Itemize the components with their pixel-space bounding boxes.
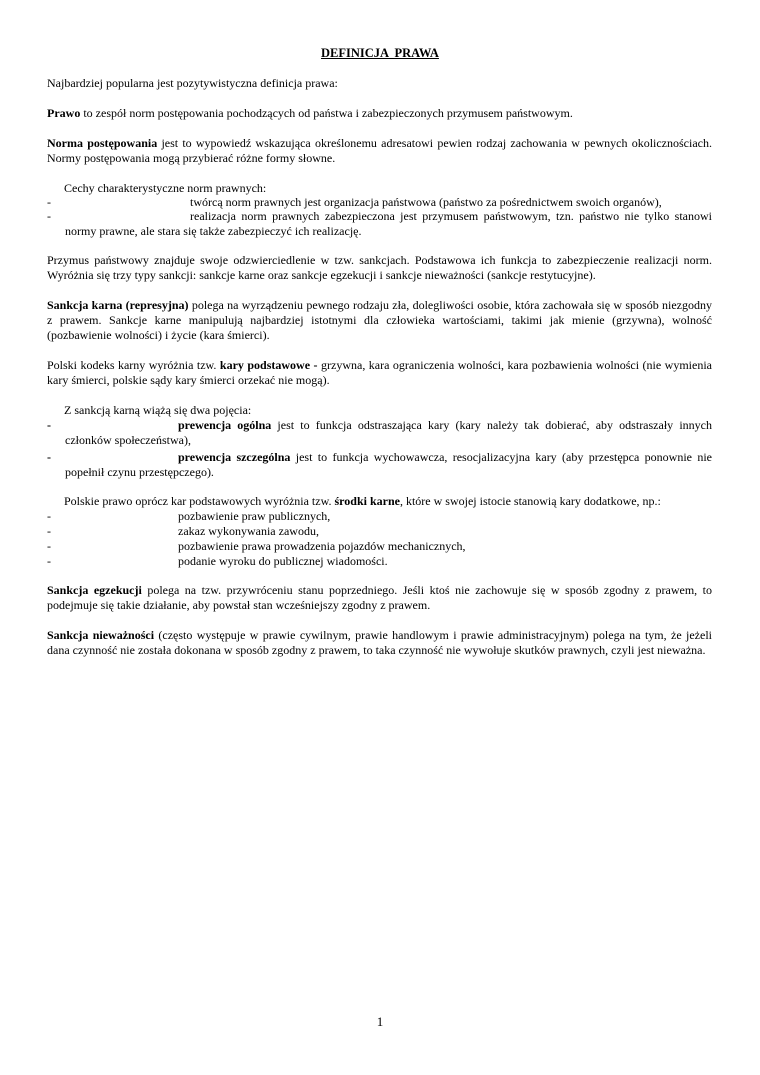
bullet-dash: -	[47, 209, 51, 223]
prawo-term: Prawo	[47, 106, 81, 120]
karna-text: polega na wyrządzeniu pewnego rodzaju zła, dolegliwości osobie, która zachowała się w sposób niezgodny z prawem. Sankcje karne manipulują najbardziej istotnymi dla człowieka wartościami, takimi jak mienie (grzywna), wolność (pozbawienie wolności) i życie (kara śmierci).	[47, 298, 712, 342]
pojecia-heading: Z sankcją karną wiążą się dwa pojęcia:	[64, 403, 252, 417]
intro-paragraph: Najbardziej popularna jest pozytywistyczna definicja prawa:	[47, 76, 338, 90]
prewencja-ogolna-term: prewencja ogólna	[178, 418, 272, 432]
egzekucji-paragraph	[47, 583, 712, 613]
bullet-dash: -	[47, 539, 51, 553]
bullet-dash: -	[47, 524, 51, 538]
norma-definition	[47, 136, 712, 166]
kodeks-text: grzywna, kara ograniczenia wolności, kara pozbawienia wolności (nie wymienia kary śmierci, polskie sądy kary śmierci orzekać nie mogą).	[47, 358, 712, 387]
bullet-dash: -	[47, 195, 51, 209]
pojecia-item-2-text	[65, 450, 712, 480]
prewencja-szczegolna-term: prewencja szczególna	[178, 450, 291, 464]
srodki-term: środki karne	[334, 494, 400, 508]
bullet-dash: -	[47, 554, 51, 568]
page-number: 1	[376, 1014, 384, 1029]
egzekucji-term: Sankcja egzekucji	[47, 583, 142, 597]
egzekucji-text: polega na tzw. przywróceniu stanu poprzedniego. Jeśli ktoś nie zachowuje się w sposób zgodny z prawem, to podejmuje się takie działanie, aby powstał stan wcześniejszy zgodny z prawem.	[47, 583, 712, 612]
bullet-dash: -	[47, 509, 51, 523]
prewencja-szczegolna-text: jest to funkcja wychowawcza, resocjalizacyjna kary (aby przestępca ponownie nie popełnił czynu przestępczego).	[65, 450, 712, 479]
bullet-dash: -	[47, 450, 51, 464]
bullet-dash: -	[47, 418, 51, 432]
prewencja-ogolna-text: jest to funkcja odstraszająca kary (kary należy tak dobierać, aby odstraszały innych członków społeczeństwa),	[65, 418, 712, 447]
norma-term: Norma postępowania	[47, 136, 158, 150]
kodeks-pre: Polski kodeks karny wyróżnia tzw.	[47, 358, 220, 372]
kodeks-paragraph	[47, 358, 712, 388]
karna-paragraph	[47, 298, 712, 343]
karna-term: Sankcja karna (represyjna)	[47, 298, 189, 312]
prawo-definition	[47, 106, 712, 121]
przymus-paragraph: Przymus państwowy znajduje swoje odzwierciedlenie w tzw. sankcjach. Podstawowa ich funkcja to zabezpieczenie realizacji norm. Wyróżnia się trzy typy sankcji: sankcje karne oraz sankcje egzekucji i sankcje nieważności (sankcje restytucyjne).	[47, 253, 712, 282]
srodki-item-3-text: pozbawienie prawa prowadzenia pojazdów mechanicznych,	[178, 539, 466, 553]
kodeks-term: kary podstawowe -	[219, 358, 318, 372]
page-title: DEFINICJA PRAWA	[321, 46, 439, 60]
norma-text: jest to wypowiedź wskazująca określonemu adresatowi pewien rodzaj zachowania w pewnych okolicznościach. Normy postępowania mogą przybierać różne formy słowne.	[47, 136, 712, 165]
pojecia-item-1-text	[65, 418, 712, 448]
srodki-item-2-text: zakaz wykonywania zawodu,	[178, 524, 319, 538]
cechy-heading: Cechy charakterystyczne norm prawnych:	[64, 181, 267, 195]
niewaznosci-text: (często występuje w prawie cywilnym, prawie handlowym i prawie administracyjnym) polega na tym, że jeżeli dana czynność nie została dokonana w sposób zgodny z prawem, to taka czynność nie wywołuje skutków prawnych, czyli jest nieważna.	[47, 628, 712, 657]
srodki-item-1-text: pozbawienie praw publicznych,	[178, 509, 331, 523]
srodki-text: , które w swojej istocie stanowią kary dodatkowe, np.:	[399, 494, 661, 508]
srodki-item-4-text: podanie wyroku do publicznej wiadomości.	[178, 554, 388, 568]
srodki-pre: Polskie prawo oprócz kar podstawowych wyróżnia tzw.	[64, 494, 335, 508]
prawo-text: to zespół norm postępowania pochodzących od państwa i zabezpieczonych przymusem państwowym.	[80, 106, 573, 120]
cechy-item-2-text: realizacja norm prawnych zabezpieczona jest przymusem państwowym, tzn. państwo nie tylko stanowi normy prawne, ale stara się także zabezpieczyć ich realizację.	[65, 209, 712, 238]
niewaznosci-term: Sankcja nieważności	[47, 628, 155, 642]
srodki-heading	[64, 494, 712, 509]
niewaznosci-paragraph	[47, 628, 712, 658]
cechy-item-1-text: twórcą norm prawnych jest organizacja państwowa (państwo za pośrednictwem swoich organów),	[190, 195, 662, 209]
